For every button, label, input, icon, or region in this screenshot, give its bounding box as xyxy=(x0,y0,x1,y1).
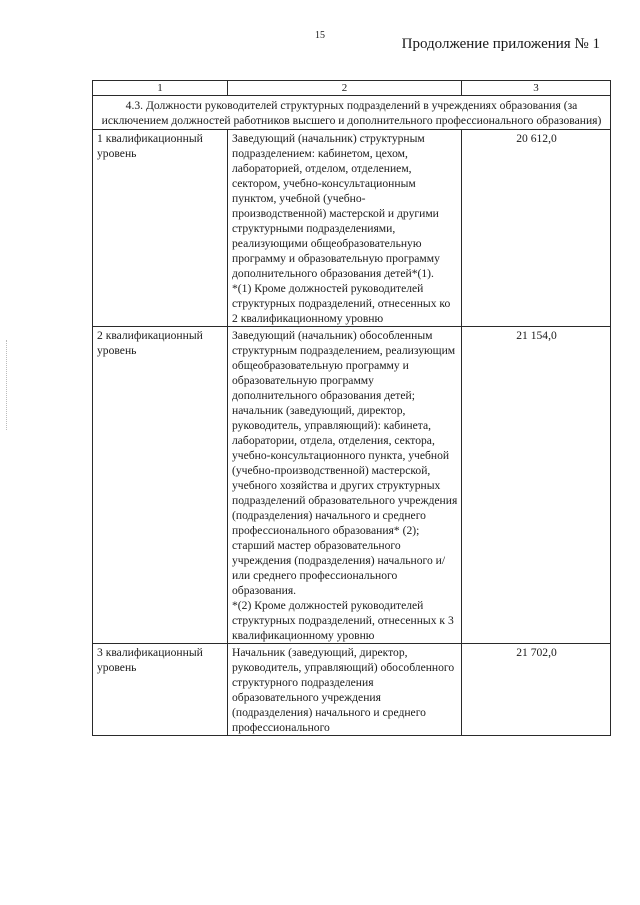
table-row xyxy=(93,327,611,644)
section-row xyxy=(93,96,611,130)
qualification-level: 3 квалификационный уровень xyxy=(93,644,228,736)
position-description xyxy=(228,130,462,327)
footnote: *(2) Кроме должностей руководителей структурных подразделений, отнесенных к 3 квалификационному уровню xyxy=(232,599,454,642)
footnote: *(1) Кроме должностей руководителей структурных подразделений, отнесенных ко 2 квалификационному уровню xyxy=(232,282,451,325)
page-number: 15 xyxy=(315,30,325,41)
position-description xyxy=(228,327,462,644)
column-number-3: 3 xyxy=(462,81,611,96)
section-title: 4.3. Должности руководителей структурных подразделений в учреждениях образования (за исключением должностей работников высшего и дополнительного профессионального образования) xyxy=(93,96,611,130)
scan-edge-marks xyxy=(6,340,9,430)
salary-amount: 21 702,0 xyxy=(462,644,611,736)
salary-table xyxy=(92,80,611,736)
column-number-1: 1 xyxy=(93,81,228,96)
position-text: Заведующий (начальник) обособленным структурным подразделением, реализующим общеобразовательную программу и образовательную программу дополнительного образования детей; начальник (заведующий, директор, руководитель, управляющий): кабинета, лаборатории, отдела, отделения, сектора, учебно-консультационного пункта, учебной (учебно-производственной) мастерской, учебного хозяйства и других структурных подразделений образовательного учреждения (подразделения) начального и среднего профессионального образования* (2); старший мастер образовательного учреждения (подразделения) начального и/или среднего профессионального образования. xyxy=(232,329,458,597)
salary-amount: 21 154,0 xyxy=(462,327,611,644)
column-number-2: 2 xyxy=(228,81,462,96)
column-number-row xyxy=(93,81,611,96)
appendix-title: Продолжение приложения № 1 xyxy=(401,36,600,52)
table-row xyxy=(93,130,611,327)
position-text: Начальник (заведующий, директор, руководитель, управляющий) обособленного структурного подразделения образовательного учреждения (подразделения) начального и среднего профессионального xyxy=(232,646,455,734)
position-text: Заведующий (начальник) структурным подразделением: кабинетом, цехом, лабораторией, отделом, отделением, сектором, учебно-консультационным пунктом, учебной (учебно-производственной) мастерской и другими структурными подразделениями, реализующими общеобразовательную программу и образовательную программу дополнительного образования детей*(1). xyxy=(232,132,440,280)
table-row xyxy=(93,644,611,736)
qualification-level: 2 квалификационный уровень xyxy=(93,327,228,644)
position-description xyxy=(228,644,462,736)
salary-amount: 20 612,0 xyxy=(462,130,611,327)
qualification-level: 1 квалификационный уровень xyxy=(93,130,228,327)
